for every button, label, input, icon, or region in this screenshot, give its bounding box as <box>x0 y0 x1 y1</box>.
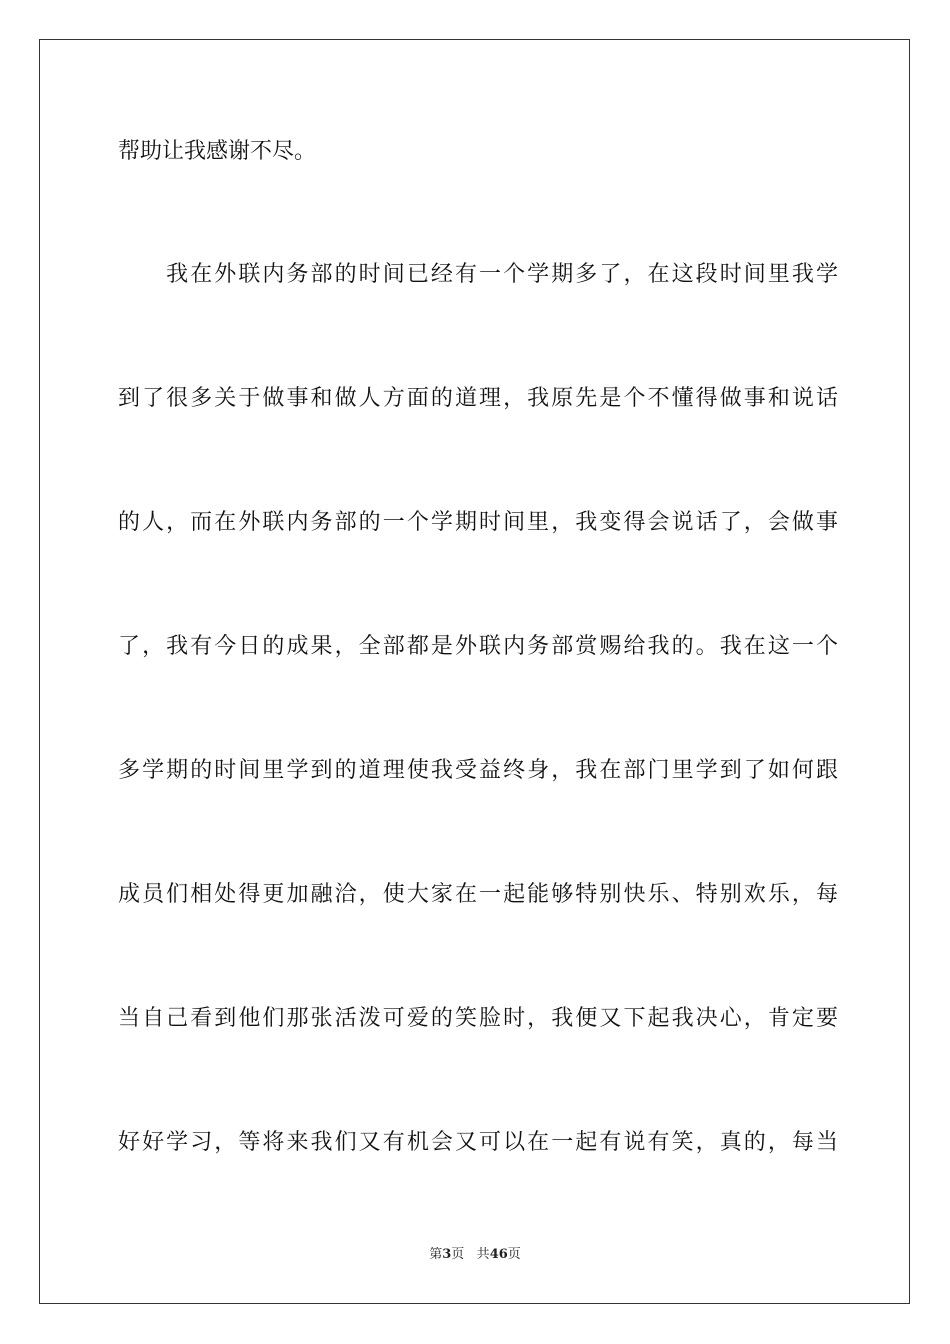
page-border <box>39 39 910 1304</box>
footer-page-number: 3 <box>442 1247 452 1262</box>
paragraph-line: 好好学习，等将来我们又有机会又可以在一起有说有笑，真的，每当 <box>118 1130 838 1155</box>
footer-total-suffix: 页 <box>507 1247 521 1262</box>
footer-total-prefix: 共 <box>476 1247 490 1262</box>
footer-total-pages: 46 <box>489 1247 508 1262</box>
footer-page-suffix: 页 <box>451 1247 465 1262</box>
paragraph-line: 当自己看到他们那张活泼可爱的笑脸时，我便又下起我决心，肯定要 <box>118 1006 838 1031</box>
paragraph-line: 成员们相处得更加融洽，使大家在一起能够特别快乐、特别欢乐，每 <box>118 882 838 907</box>
paragraph-line: 多学期的时间里学到的道理使我受益终身，我在部门里学到了如何跟 <box>118 758 838 783</box>
footer-page-prefix: 第 <box>429 1247 443 1262</box>
paragraph-line: 帮助让我感谢不尽。 <box>118 139 317 164</box>
paragraph-line: 到了很多关于做事和做人方面的道理，我原先是个不懂得做事和说话 <box>118 386 838 411</box>
paragraph-line: 的人，而在外联内务部的一个学期时间里，我变得会说话了，会做事 <box>118 510 838 535</box>
paragraph-line: 我在外联内务部的时间已经有一个学期多了，在这段时间里我学 <box>118 262 838 287</box>
page-footer <box>0 1247 950 1263</box>
paragraph-line: 了，我有今日的成果，全部都是外联内务部赏赐给我的。我在这一个 <box>118 634 838 659</box>
